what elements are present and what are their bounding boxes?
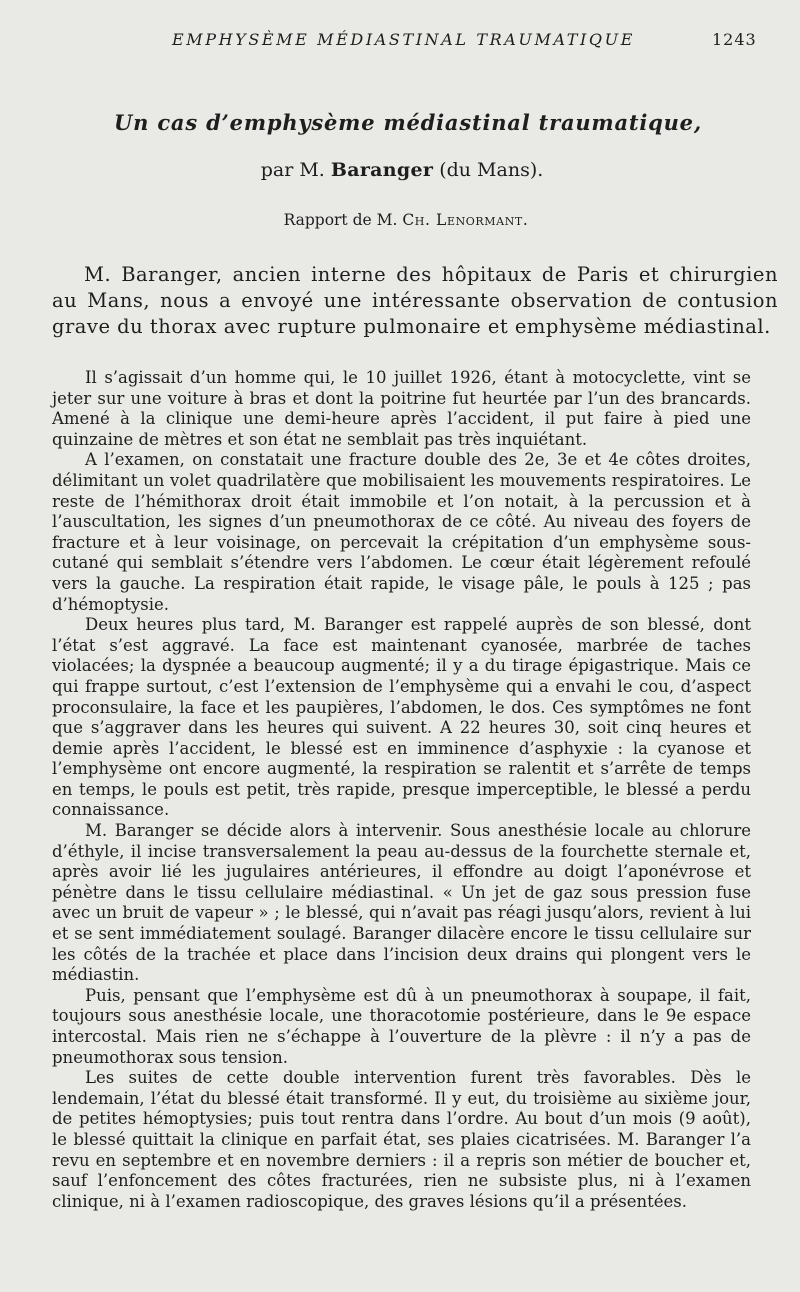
body-paragraph-1: Il s’agissait d’un homme qui, le 10 juillet 1926, étant à motocyclette, vint se jeter sur une voiture à bras et dont la poitrine fut heurtée par l’un des brancards. Amené à la clinique une demi-heure après l’accident, il put faire à pied une quinzaine de mètres et son état ne semblait pas très inquiétant. — [52, 368, 751, 449]
page-number: 1243 — [712, 30, 757, 49]
body-paragraph-6: Les suites de cette double intervention furent très favorables. Dès le lendemain, l’état du blessé était transformé. Il y eut, du troisième au sixième jour, de petites hémoptysies; puis tout rentra dans l’ordre. Au bout d’un mois (9 août), le blessé quittait la clinique en parfait état, ses plaies cicatrisées. M. Baranger l’a revu en septembre et en novembre derniers : il a repris son métier de boucher et, sauf l’enfoncement des côtes fracturées, rien ne subsiste plus, ni à l’examen clinique, ni à l’examen radioscopique, des graves lésions qu’il a présentées. — [52, 1068, 751, 1211]
intro-block — [52, 262, 778, 340]
byline-author: Baranger — [330, 159, 434, 181]
report-author: Ch. Lenormant. — [402, 211, 529, 229]
body-paragraph-2: A l’examen, on constatait une fracture double des 2e, 3e et 4e côtes droites, délimitant un volet quadrilatère que mobilisaient les mouvements respiratoires. Le reste de l’hémithorax droit était immobile et l’on notait, à la percussion et à l’auscultation, les signes d’un pneumothorax de ce côté. Au niveau des foyers de fracture et à leur voisinage, on percevait la crépitation d’un emphysème sous-cutané qui semblait s’étendre vers l’abdomen. Le cœur était légèrement refoulé vers la gauche. La respiration était rapide, le visage pâle, le pouls à 125 ; pas d’hémoptysie. — [52, 450, 751, 614]
intro-paragraph: M. Baranger, ancien interne des hôpitaux de Paris et chirurgien au Mans, nous a envoyé une intéressante observation de contusion grave du thorax avec rupture pulmonaire et emphysème médiastinal. — [52, 263, 778, 338]
body-paragraph-4: M. Baranger se décide alors à intervenir. Sous anesthésie locale au chlorure d’éthyle, il incise transversalement la peau au-dessus de la fourchette sternale et, après avoir lié les jugulaires antérieures, il effondre au doigt l’aponévrose et pénètre dans le tissu cellulaire médiastinal. « Un jet de gaz sous pression fuse avec un bruit de vapeur » ; le blessé, qui n’avait pas réagi jusqu’alors, revient à lui et se sent immédiatement soulagé. Baranger dilacère encore le tissu cellulaire sur les côtés de la trachée et place dans l’incision deux drains qui plongent vers le médiastin. — [52, 821, 751, 985]
running-head-title: EMPHYSÈME MÉDIASTINAL TRAUMATIQUE — [172, 30, 636, 49]
report-line — [0, 211, 800, 229]
body-paragraph-5: Puis, pensant que l’emphysème est dû à un pneumothorax à soupape, il fait, toujours sous anesthésie locale, une thoracotomie postérieure, dans le 9e espace intercostal. Mais rien ne s’échappe à l’ouverture de la plèvre : il n’y a pas de pneumothorax sous tension. — [52, 985, 751, 1067]
byline-suffix: (du Mans). — [433, 159, 544, 181]
running-head — [0, 30, 800, 52]
article-byline — [0, 159, 800, 181]
body-paragraph-3: Deux heures plus tard, M. Baranger est rappelé auprès de son blessé, dont l’état s’est aggravé. La face est maintenant cyanosée, marbrée de taches violacées; la dyspnée a beaucoup augmenté; il y a du tirage épigastrique. Mais ce qui frappe surtout, c’est l’extension de l’emphysème qui a envahi le cou, d’aspect proconsulaire, la face et les paupières, l’abdomen, le dos. Ces symptômes ne font que s’aggraver dans les heures qui suivent. A 22 heures 30, soit cinq heures et demie après l’accident, le blessé est en imminence d’asphyxie : la cyanose et l’emphysème ont encore augmenté, la respiration se ralentit et s’arrête de temps en temps, le pouls est petit, très rapide, presque imperceptible, le blessé a perdu connaissance. — [52, 615, 751, 820]
article-body — [52, 368, 751, 1212]
article-title: Un cas d’emphysème médiastinal traumatique, — [114, 110, 702, 135]
byline-prefix: par M. — [260, 159, 331, 181]
report-prefix: Rapport de M. — [283, 211, 403, 229]
